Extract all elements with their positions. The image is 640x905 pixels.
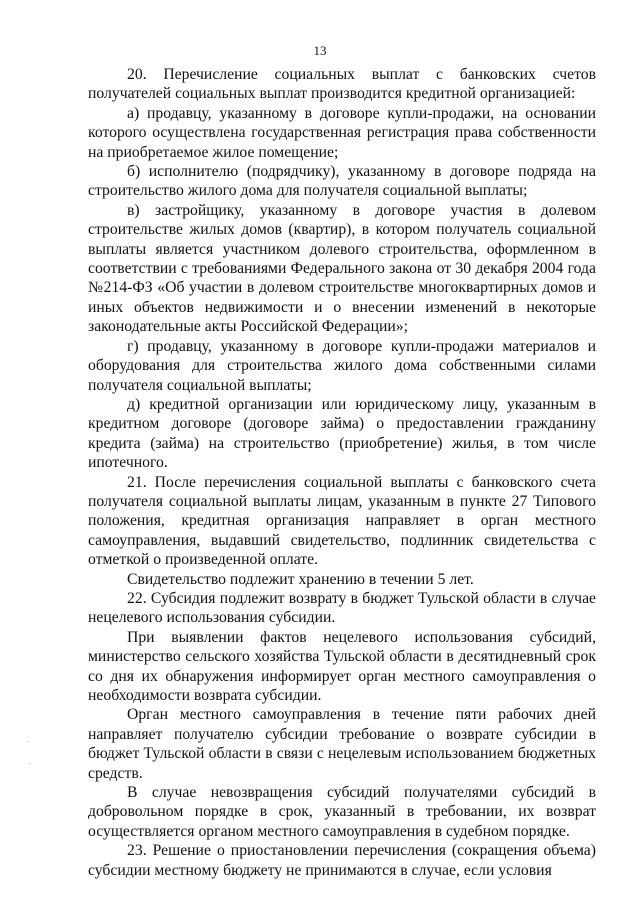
paragraph-22-detection: При выявлении фактов нецелевого использования субсидий, министерство сельского хозяйства Тульской области в десятидневный срок со дня их обнаружения информирует орган местного самоуправления о необходимости возврата субсидии.: [88, 628, 596, 704]
scan-speck: [27, 741, 29, 742]
paragraph-21-storage: Свидетельство подлежит хранению в течении 5 лет.: [127, 570, 474, 588]
paragraph-22-demand: Орган местного самоуправления в течение пяти рабочих дней направляет получателю субсидии требование о возврате субсидии в бюджет Тульской области в связи с нецелевым использованием бюджетных средств.: [88, 706, 596, 782]
paragraph-20-intro: 20. Перечисление социальных выплат с банковских счетов получателей социальных выплат производится кредитной организацией:: [88, 66, 596, 103]
paragraph-20-d: д) кредитной организации или юридическому лицу, указанным в кредитном договоре (договоре займа) о предоставлении гражданину кредита (займа) на строительство (приобретение) жилья, в том числе ипотечного.: [88, 395, 596, 472]
paragraph-22: 22. Субсидия подлежит возврату в бюджет Тульской области в случае нецелевого использования субсидии.: [88, 589, 596, 627]
page-number: 13: [313, 43, 327, 58]
paragraph-21: 21. После перечисления социальной выплаты с банковского счета получателя социальной выплаты лицам, указанным в пункте 27 Типового положения, кредитная организация направляет в орган местного самоуправления, выдавший свидетельство, подлинник свидетельства с отметкой о произведенной оплате.: [88, 473, 596, 569]
paragraph-20-v: в) застройщику, указанному в договоре участия в долевом строительстве жилых домов (квартир), в котором получатель социальной выплаты является участником долевого строительства, оформленном в соответствии с требованиями Федерального закона от 30 декабря 2004 года №214-ФЗ «Об участии в долевом строительстве многоквартирных домов и иных объектов недвижимости и о внесении изменений в некоторые законодательные акты Российской Федерации»;: [88, 201, 596, 336]
document-body: [88, 65, 596, 880]
scan-speck: [29, 763, 31, 764]
paragraph-22-court: В случае невозвращения субсидий получателями субсидий в добровольном порядке в срок, указанный в требовании, их возврат осуществляется органом местного самоуправления в судебном порядке.: [88, 784, 596, 840]
paragraph-20-a: а) продавцу, указанному в договоре купли-продажи, на основании которого осуществлена государственная регистрация права собственности на приобретаемое жилое помещение;: [88, 104, 596, 161]
paragraph-23: 23. Решение о приостановлении перечисления (сокращения объема) субсидии местному бюджету не принимаются в случае, если условия: [88, 842, 596, 879]
paragraph-20-b: б) исполнителю (подрядчику), указанному в договоре подряда на строительство жилого дома для получателя социальной выплаты;: [88, 163, 596, 200]
paragraph-20-g: г) продавцу, указанному в договоре купли-продажи материалов и оборудования для строительства жилого дома собственными силами получателя социальной выплаты;: [88, 337, 596, 394]
